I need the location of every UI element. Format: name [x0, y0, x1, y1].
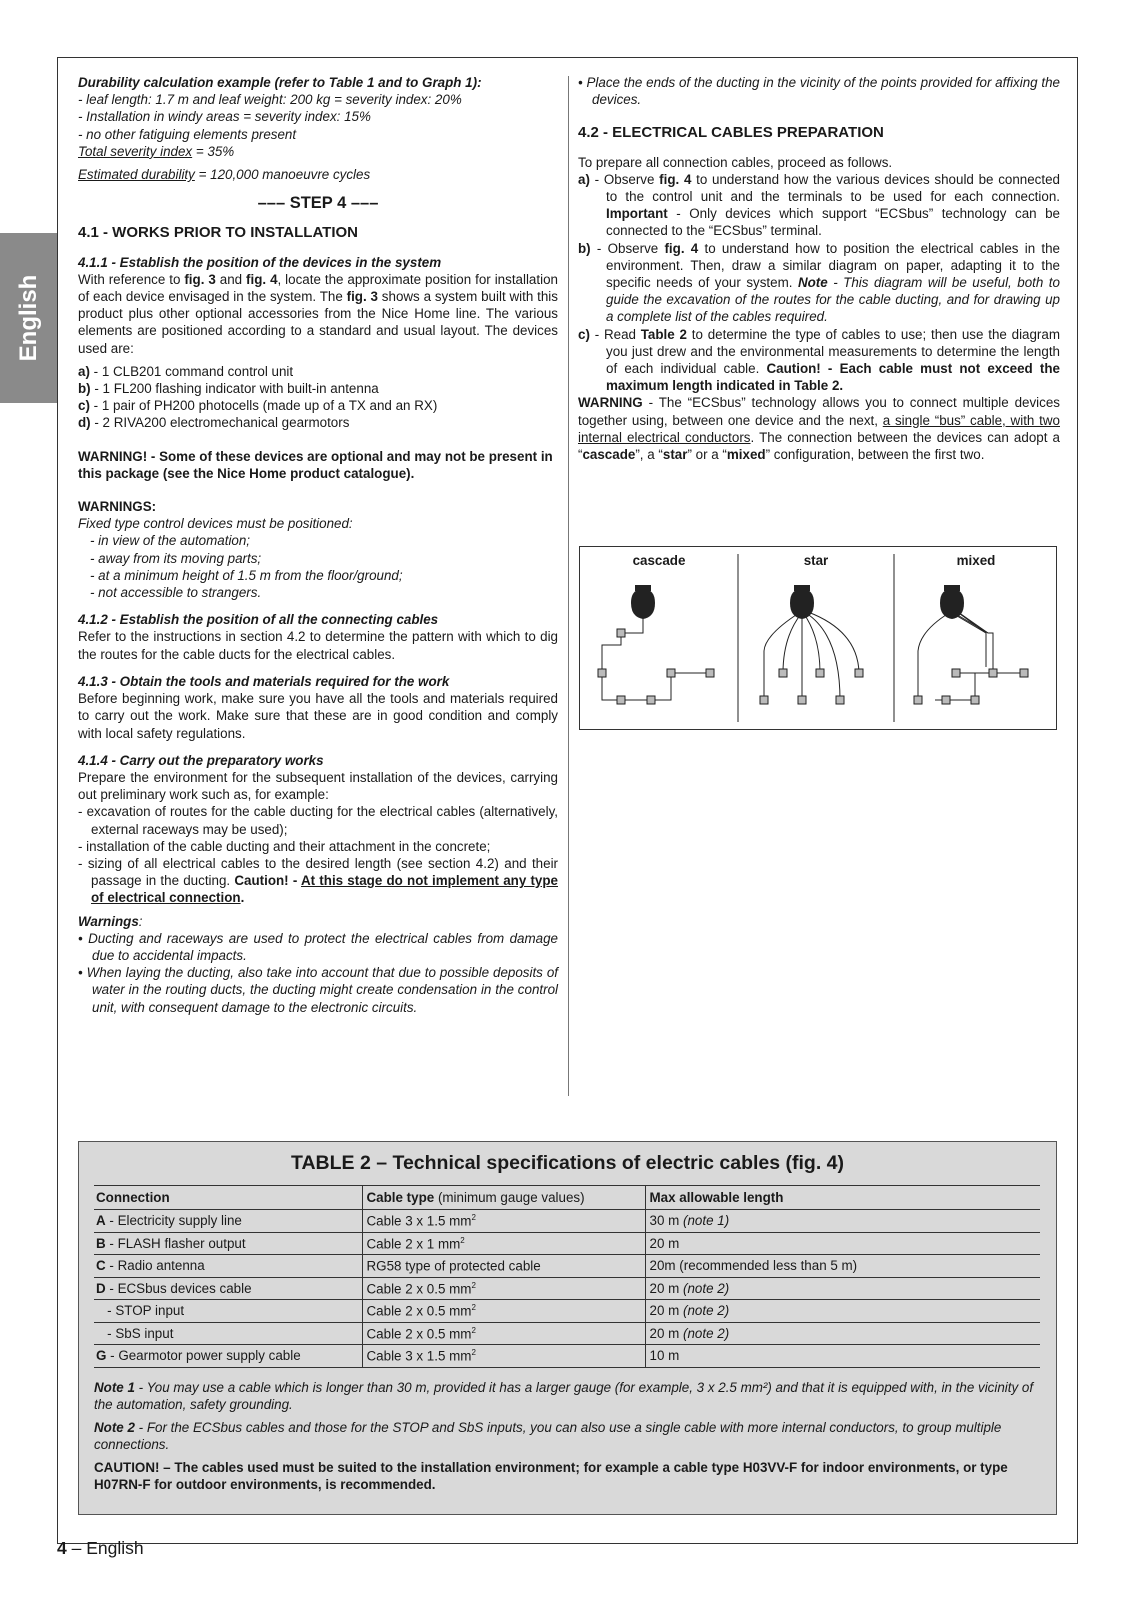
durability-line: - no other fatiguing elements present [78, 126, 297, 142]
language-tab [0, 233, 57, 403]
cascade-diagram [602, 611, 710, 700]
cell-connection: G - Gearmotor power supply cable [94, 1345, 362, 1368]
devices-list [78, 363, 558, 432]
star-diagram [764, 612, 859, 700]
language-tab-label: English [15, 274, 42, 362]
list-item-c: c) - Read Table 2 to determine the type of cables to use; then use the diagram you just drew and the environmental measurements to determine the length of each individual cable. Caution! - Each cable must not exceed the maximum length indicated in Table 2. [578, 326, 1060, 394]
warnings-title: WARNINGS: [78, 499, 157, 515]
table-row [94, 1345, 1040, 1368]
table-row [94, 1322, 1040, 1345]
list-item: c) - 1 pair of PH200 photocells (made up of a TX and an RX) [78, 398, 438, 414]
note-1: Note 1 - You may use a cable which is longer than 30 m, provided it has a larger gauge (for example, 3 x 2.5 mm²) and that it is equipped with, in the vicinity of the automation, safety grounding. [94, 1380, 1034, 1412]
cell-max-length: 20m (recommended less than 5 m) [645, 1255, 1040, 1278]
column-divider [568, 76, 569, 1096]
diagram-label-star: star [803, 553, 829, 568]
cell-cable-type: Cable 3 x 1.5 $mm^2$ [362, 1210, 645, 1233]
cell-cable-type: Cable 2 x 0.5 $mm^2$ [362, 1300, 645, 1323]
durability-line: - leaf length: 1.7 m and leaf weight: 200 kg = severity index: 20% [78, 92, 462, 108]
list-item-a: a) - Observe fig. 4 to understand how the various devices should be connected to the control unit and the terminals to be used for each connection. Important - Only devices which support “ECSbus” technology can be connected to the “ECSbus” terminal. [578, 171, 1060, 239]
table-row [94, 1277, 1040, 1300]
section-4-2-intro: To prepare all connection cables, proceed as follows. [578, 154, 893, 170]
list-item: d) - 2 RIVA200 electromechanical gearmotors [78, 415, 350, 431]
header-max-length: Max allowable length [645, 1186, 1040, 1210]
warnings-item: - away from its moving parts; [90, 550, 262, 566]
paragraph-4-1-4: Prepare the environment for the subsequent installation of the devices, carrying out preliminary work such as, for example: [78, 769, 558, 803]
cell-max-length: 20 m [645, 1232, 1040, 1255]
connection-diagram [579, 546, 1057, 730]
table-notes [94, 1379, 1040, 1493]
diagram-label-mixed: mixed [956, 553, 996, 568]
estimated-durability: Estimated durability = 120,000 manoeuvre cycles [78, 167, 371, 183]
cell-connection: C - Radio antenna [94, 1255, 362, 1278]
diagram-drawing [580, 547, 1058, 731]
mixed-diagram [918, 611, 1024, 700]
cell-connection: - STOP input [94, 1300, 362, 1323]
table-header-row [94, 1186, 1040, 1210]
section-heading-4-1: 4.1 - WORKS PRIOR TO INSTALLATION [78, 224, 359, 242]
step-heading: ––– STEP 4 ––– [257, 194, 379, 213]
page-language: – English [66, 1538, 144, 1558]
header-connection: Connection [94, 1186, 362, 1210]
total-severity: Total severity index = 35% [78, 143, 235, 159]
paragraph-4-1-2: Refer to the instructions in section 4.2 to determine the pattern with which to dig the routes for the cable ducts for the electrical cables. [78, 629, 558, 662]
durability-line: - Installation in windy areas = severity index: 15% [78, 109, 371, 125]
list-item: b) - 1 FL200 flashing indicator with built-in antenna [78, 381, 379, 397]
optional-devices-warning: WARNING! - Some of these devices are optional and may not be present in this package (see the Nice Home product catalogue). [78, 448, 553, 481]
warnings-item: - in view of the automation; [90, 533, 251, 549]
durability-title: Durability calculation example (refer to Table 1 and to Graph 1): [78, 75, 482, 90]
warnings-intro: Fixed type control devices must be positioned: [78, 516, 353, 532]
cable-spec-table [94, 1185, 1040, 1368]
note-2: Note 2 - For the ECSbus cables and those for the STOP and SbS inputs, you can also use a single cable with more internal conductors, to group multiple connections. [94, 1420, 1002, 1452]
warnings-2-item: • Ducting and raceways are used to protect the electrical cables from damage due to accidental impacts. [78, 930, 558, 963]
caution-note: CAUTION! – The cables used must be suited to the installation environment; for example a cable type H03VV-F for indoor environments, or type H07RN-F for outdoor environments, is recommended. [94, 1460, 1008, 1492]
cell-connection: B - FLASH flasher output [94, 1232, 362, 1255]
ducting-bullet: • Place the ends of the ducting in the vicinity of the points provided for affixing the devices. [578, 75, 1060, 108]
table-row [94, 1232, 1040, 1255]
paragraph-4-1-3: Before beginning work, make sure you have all the tools and materials required to carry out the work. Make sure that these are in good condition and comply with local safety regulations. [78, 691, 558, 741]
page-number: 4 [57, 1538, 67, 1558]
list-item-b: b) - Observe fig. 4 to understand how to position the electrical cables in the environment. Then, draw a similar diagram on paper, adapting it to the specific needs of your system. Note - This diagram will be useful, both to guide the excavation of the routes for the cable ducting, and for drawing up a complete list of the cables required. [578, 240, 1060, 325]
cell-cable-type: RG58 type of protected cable [362, 1255, 645, 1278]
subsection-heading-4-1-4: 4.1.4 - Carry out the preparatory works [78, 752, 324, 768]
table-row [94, 1210, 1040, 1233]
list-item: a) - 1 CLB201 command control unit [78, 363, 294, 379]
cell-max-length: 30 m (note 1) [645, 1210, 1040, 1233]
ecsbus-warning: WARNING - The “ECSbus” technology allows you to connect multiple devices together using, between one device and the next, a single “bus” cable, with two internal electrical conductors. The connection between the devices can adopt a “cascade”, a “star” or a “mixed” configuration, between the first two. [578, 395, 1061, 463]
cell-max-length: 20 m (note 2) [645, 1277, 1040, 1300]
warnings-2-title: Warnings: [78, 913, 143, 929]
cell-cable-type: Cable 2 x 0.5 $mm^2$ [362, 1322, 645, 1345]
table-row [94, 1255, 1040, 1278]
list-item: - installation of the cable ducting and their attachment in the concrete; [78, 838, 491, 854]
header-cable-type: Cable type (minimum gauge values) [362, 1186, 645, 1210]
diagram-label-cascade: cascade [632, 553, 686, 568]
list-item: - sizing of all electrical cables to the desired length (see section 4.2) and their passage in the ducting. Caution! - At this stage do not implement any type of electrical connection. [78, 855, 558, 906]
warnings-item: - at a minimum height of 1.5 m from the floor/ground; [90, 567, 403, 583]
cell-connection: D - ECSbus devices cable [94, 1277, 362, 1300]
warnings-item: - not accessible to strangers. [90, 585, 262, 601]
left-column [78, 74, 558, 1016]
page-footer [57, 1538, 144, 1559]
cell-max-length: 20 m (note 2) [645, 1300, 1040, 1323]
cell-cable-type: Cable 2 x 1 $mm^2$ [362, 1232, 645, 1255]
cell-cable-type: Cable 2 x 0.5 $mm^2$ [362, 1277, 645, 1300]
section-heading-4-2: 4.2 - ELECTRICAL CABLES PREPARATION [578, 124, 884, 142]
subsection-heading-4-1-2: 4.1.2 - Establish the position of all the connecting cables [78, 612, 439, 628]
cell-connection: - SbS input [94, 1322, 362, 1345]
warnings-2-item: • When laying the ducting, also take into account that due to possible deposits of water in the routing ducts, the ducting might create condensation in the control unit, with consequent damage to the electronic circuits. [78, 965, 558, 1015]
cell-max-length: 20 m (note 2) [645, 1322, 1040, 1345]
table-2-title: TABLE 2 – Technical specifications of electric cables (fig. 4) [290, 1152, 845, 1174]
cell-connection: A - Electricity supply line [94, 1210, 362, 1233]
table-2-box [78, 1141, 1057, 1515]
cell-max-length: 10 m [645, 1345, 1040, 1368]
list-item: - excavation of routes for the cable ducting for the electrical cables (alternatively, external raceways may be used); [78, 804, 558, 837]
cell-cable-type: Cable 3 x 1.5 $mm^2$ [362, 1345, 645, 1368]
subsection-heading-4-1-1: 4.1.1 - Establish the position of the devices in the system [78, 254, 442, 270]
subsection-heading-4-1-3: 4.1.3 - Obtain the tools and materials required for the work [78, 673, 450, 689]
paragraph-4-1-1: With reference to fig. 3 and fig. 4, locate the approximate position for installation of each device envisaged in the system. The fig. 3 shows a system built with this product plus other optional accessories from the Nice Home line. The various elements are positioned according to a standard and usual layout. The devices used are: [78, 271, 558, 356]
right-column [578, 74, 1060, 463]
table-row [94, 1300, 1040, 1323]
